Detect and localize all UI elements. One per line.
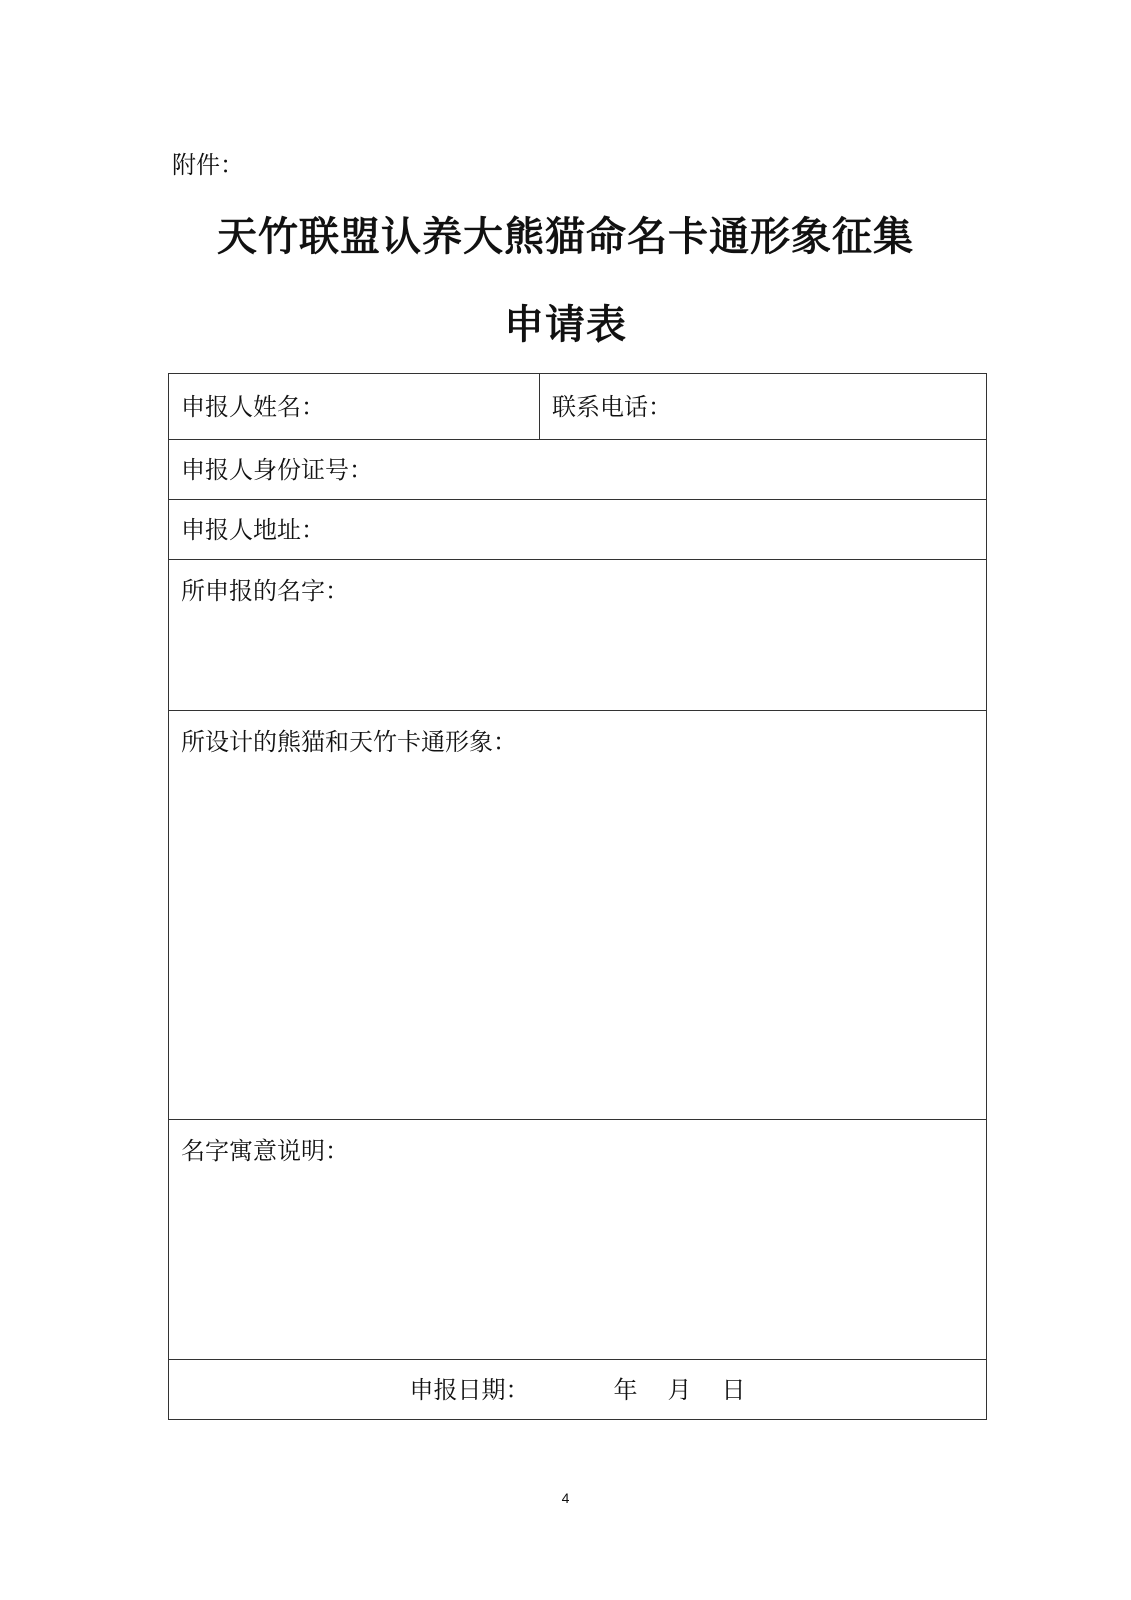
page-subtitle: 申请表 xyxy=(504,301,627,348)
form-row-address xyxy=(169,500,987,560)
year-label: 年 xyxy=(613,1375,638,1404)
submitted-name-field[interactable] xyxy=(169,560,987,711)
date-field[interactable] xyxy=(169,1360,987,1420)
form-row-date xyxy=(169,1360,987,1420)
page-number: 4 xyxy=(561,1490,570,1506)
month-label: 月 xyxy=(667,1375,692,1404)
form-row-design xyxy=(169,711,987,1120)
date-label: 申报日期： xyxy=(409,1375,530,1404)
applicant-name-label: 申报人姓名： xyxy=(181,392,325,421)
design-field[interactable] xyxy=(169,711,987,1120)
application-form-table xyxy=(168,373,987,1420)
id-number-field[interactable] xyxy=(169,440,987,500)
form-row-submitted-name xyxy=(169,560,987,711)
attachment-label: 附件： xyxy=(172,151,244,179)
address-field[interactable] xyxy=(169,500,987,560)
form-row-id xyxy=(169,440,987,500)
date-line xyxy=(410,1376,746,1404)
phone-label: 联系电话： xyxy=(552,392,672,421)
submitted-name-label: 所申报的名字： xyxy=(181,577,349,605)
design-label: 所设计的熊猫和天竹卡通形象： xyxy=(181,728,517,756)
address-label: 申报人地址： xyxy=(181,515,325,544)
form-row-name-phone xyxy=(169,374,987,440)
form-row-meaning xyxy=(169,1120,987,1360)
applicant-name-field[interactable] xyxy=(169,374,540,440)
phone-field[interactable] xyxy=(540,374,987,440)
id-number-label: 申报人身份证号： xyxy=(181,455,373,484)
page-title: 天竹联盟认养大熊猫命名卡通形象征集 xyxy=(217,213,914,260)
day-label: 日 xyxy=(721,1375,746,1404)
meaning-field[interactable] xyxy=(169,1120,987,1360)
meaning-label: 名字寓意说明： xyxy=(181,1137,349,1165)
